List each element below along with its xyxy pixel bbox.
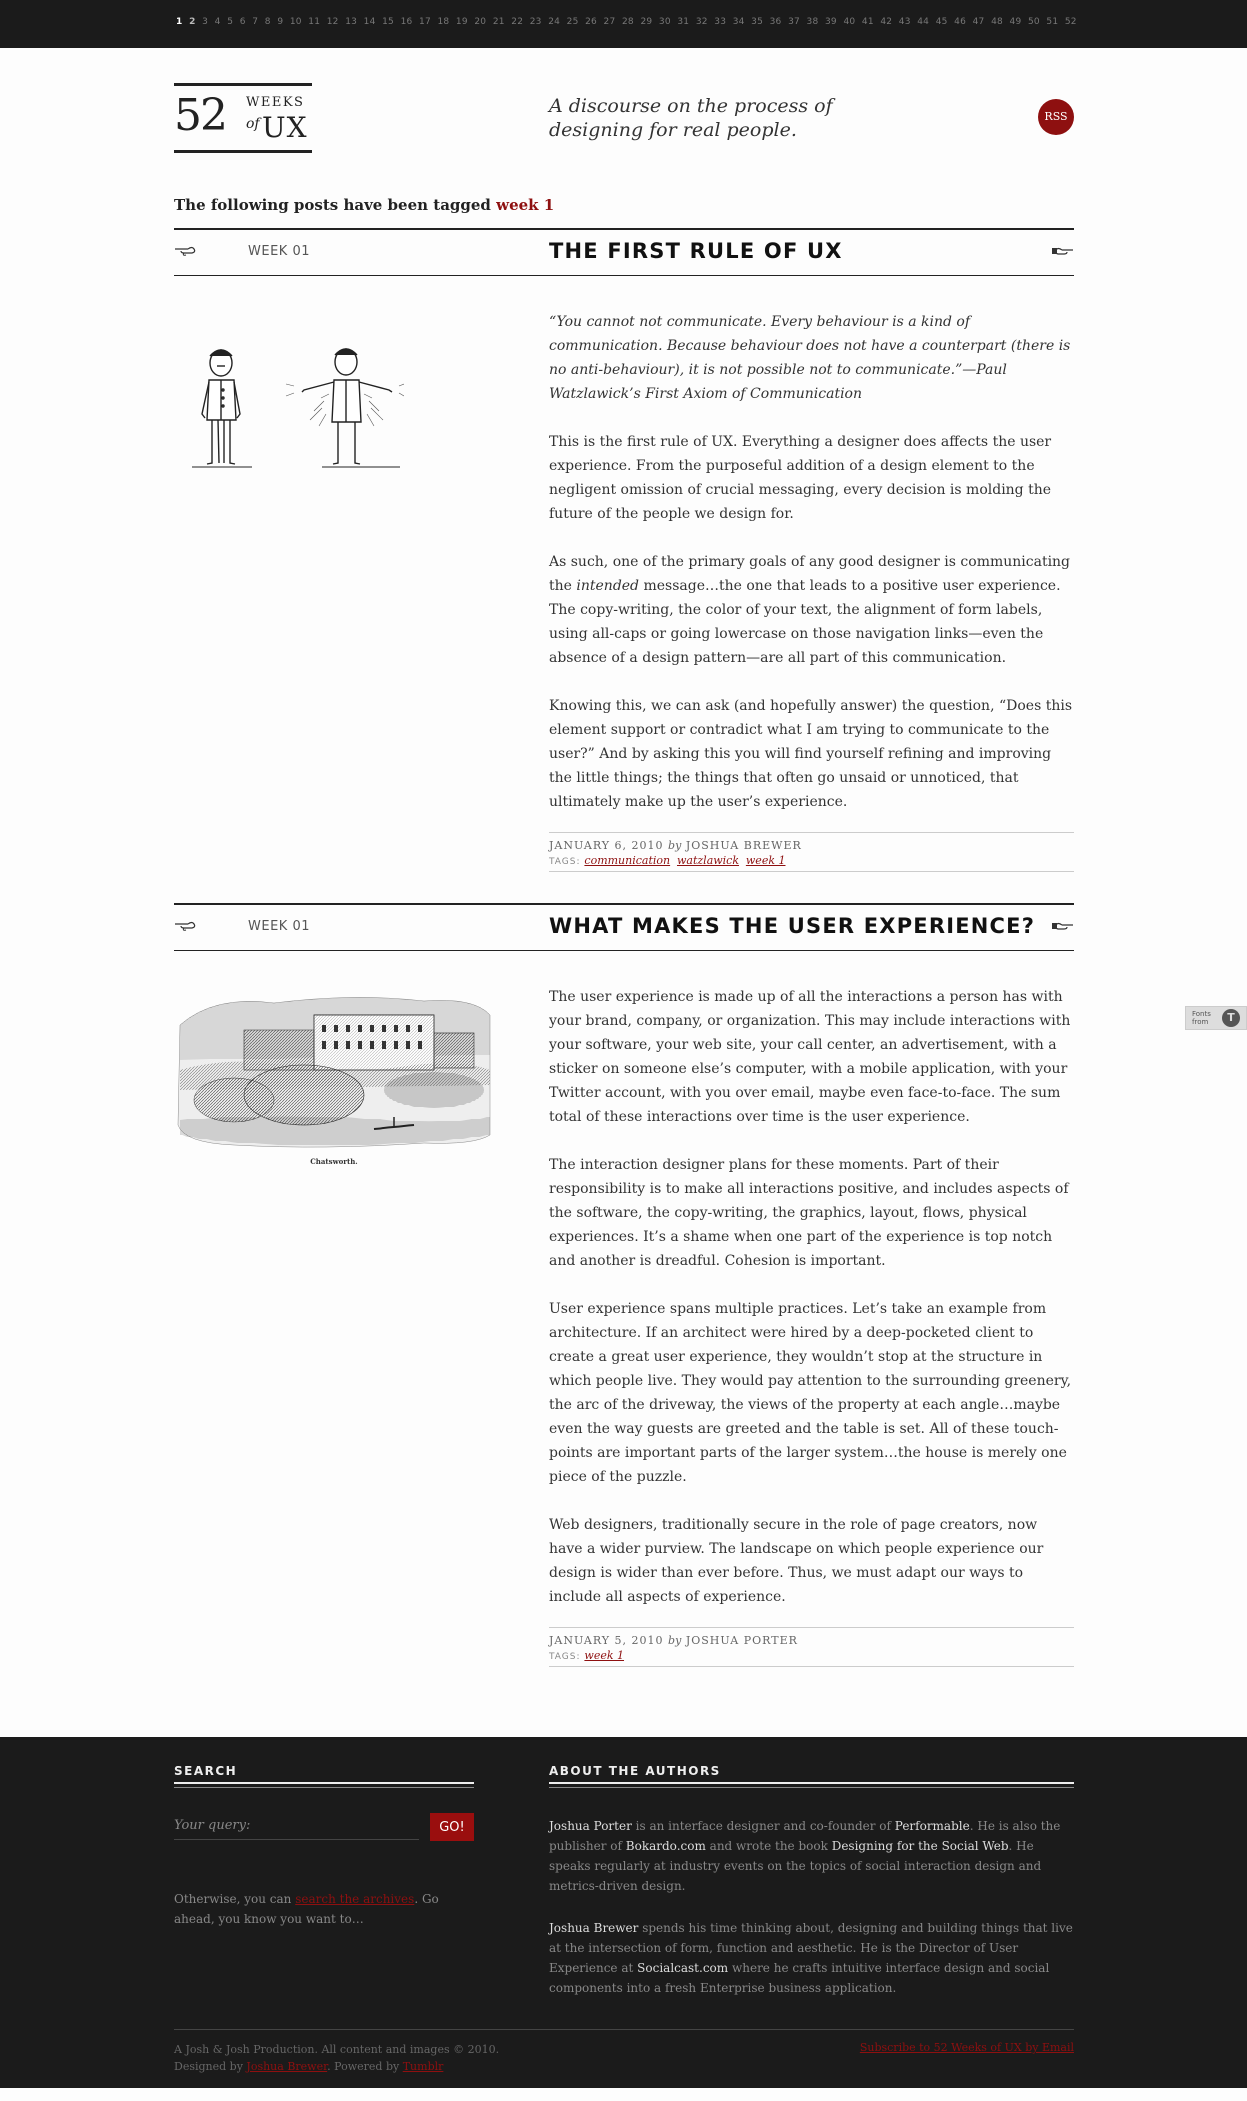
tagline-line-2: designing for real people. — [549, 119, 797, 141]
week-number-link[interactable]: 51 — [1046, 17, 1059, 27]
about-brewer — [549, 1918, 1074, 1998]
week-number-link[interactable]: 29 — [640, 17, 653, 27]
archive-note-suffix: . Go ahead, you know you want to… — [174, 1892, 439, 1926]
post-paragraph: This is the first rule of UX. Everything a designer does affects the user experience. From the purposeful addition of a design element to the negligent omission of crucial messaging, every decision is molding the future of the people we design for. — [549, 434, 1052, 522]
week-number-link[interactable]: 19 — [455, 17, 468, 27]
tag-link[interactable]: communication — [584, 854, 671, 867]
chatsworth-engraving — [174, 985, 494, 1165]
post-header — [174, 903, 1074, 951]
pointing-hand-icon — [174, 918, 198, 932]
week-number-link[interactable]: 3 — [202, 17, 209, 27]
post-date: JANUARY 5, 2010 — [549, 1634, 664, 1647]
week-number-link[interactable]: 15 — [382, 17, 394, 27]
post-week-label: WEEK 01 — [248, 919, 310, 934]
week-number-link[interactable]: 45 — [935, 17, 948, 27]
tagged-tag-link[interactable]: week 1 — [496, 196, 555, 214]
about-porter — [549, 1816, 1074, 1896]
page-container — [174, 48, 1074, 1667]
week-number-link[interactable]: 12 — [326, 17, 339, 27]
post-the-first-rule — [174, 228, 1074, 872]
engraving-image — [174, 985, 494, 1151]
week-number-link[interactable]: 4 — [214, 17, 221, 27]
pointing-hand-icon — [1050, 918, 1074, 932]
tag-link[interactable]: week 1 — [745, 854, 786, 867]
about-text: is an interface designer and co-founder of — [631, 1819, 895, 1833]
week-number-link[interactable]: 13 — [345, 17, 358, 27]
credits-line — [174, 2058, 1074, 2075]
image-caption: Chatsworth. — [310, 1157, 358, 1166]
pointing-hand-icon — [1050, 243, 1074, 257]
week-number-link[interactable]: 20 — [474, 17, 487, 27]
archive-note-prefix: Otherwise, you can — [174, 1892, 292, 1906]
tag-link[interactable]: watzlawick — [676, 854, 740, 867]
fonts-badge[interactable] — [1185, 1006, 1247, 1030]
search-archive-note — [174, 1889, 474, 1929]
rss-button[interactable]: RSS — [1038, 99, 1074, 135]
post-title[interactable]: THE FIRST RULE OF UX — [549, 239, 843, 263]
tag-link[interactable]: week 1 — [584, 1649, 625, 1662]
logo-of: of — [246, 116, 260, 132]
week-number-link[interactable]: 36 — [769, 17, 782, 27]
site-footer — [0, 1737, 1247, 2088]
communication-illustration — [174, 346, 404, 486]
search-heading: SEARCH — [174, 1764, 474, 1784]
week-number-nav — [0, 0, 1247, 48]
typekit-icon: T — [1222, 1009, 1240, 1027]
footer-bottom — [174, 2029, 1074, 2075]
post-paragraph: Knowing this, we can ask (and hopefully answer) the question, “Does this element support or contradict what I am trying to communicate to the user?” And by asking this you will find yourself refining and improving the little things; the things that often go unsaid or unnoticed, that ultimately make up the user’s experience. — [549, 698, 1073, 810]
week-number-link[interactable]: 50 — [1027, 17, 1040, 27]
week-number-link[interactable]: 38 — [806, 17, 819, 27]
post-body — [174, 276, 1074, 872]
week-number-link[interactable]: 27 — [603, 17, 616, 27]
post-content — [549, 310, 1074, 872]
tags-label: TAGS: — [549, 857, 581, 867]
week-number-link[interactable]: 46 — [954, 17, 967, 27]
post-meta — [549, 1627, 1074, 1667]
week-number-link[interactable]: 35 — [751, 17, 764, 27]
week-number-link[interactable]: 6 — [239, 17, 246, 27]
week-number-link[interactable]: 41 — [861, 17, 874, 27]
tagline-line-1: A discourse on the process of — [549, 95, 833, 117]
post-paragraph: User experience spans multiple practices. Let’s take an example from architecture. If an architect were hired by a deep-pocketed client to create a great user experience, they wouldn’t stop at the structure in which people live. They would pay attention to the surrounding greenery, the arc of the driveway, the views of the property at each angle…maybe even the way guests are greeted and the table is set. All of these touch-points are important parts of the larger system…the house is merely one piece of the puzzle. — [549, 1301, 1072, 1485]
week-number-link[interactable]: 24 — [548, 17, 561, 27]
week-number-link[interactable]: 32 — [695, 17, 708, 27]
about-text: spends his time thinking about, designing and building things that live at the intersection of form, function and aesthetic. He is the Director of User Experience at — [549, 1921, 1073, 1975]
about-text: where he crafts intuitive interface design and social components into a fresh Enterprise business application. — [549, 1961, 1050, 1995]
post-tags — [549, 854, 1074, 867]
week-number-link[interactable]: 42 — [880, 17, 893, 27]
post-meta — [549, 832, 1074, 872]
post-paragraph: The interaction designer plans for these moments. Part of their responsibility is to make all interactions positive, and includes aspects of the software, the copy-writing, the graphics, layout, flows, physical experiences. It’s a shame when one part of the experience is top notch and another is dreadful. Cohesion is important. — [549, 1157, 1069, 1269]
week-number-link[interactable]: 2 — [189, 17, 196, 27]
tagged-prefix: The following posts have been tagged — [174, 196, 491, 214]
post-body — [174, 951, 1074, 1667]
week-number-link[interactable]: 23 — [529, 17, 542, 27]
designer-link[interactable]: Joshua Brewer — [246, 2060, 328, 2073]
fonts-badge-line-1: Fonts — [1192, 1010, 1211, 1018]
pointing-hand-icon — [174, 243, 198, 257]
platform-link[interactable]: Tumblr — [402, 2060, 444, 2073]
week-number-link[interactable]: 49 — [1009, 17, 1022, 27]
post-date: JANUARY 6, 2010 — [549, 839, 664, 852]
post-paragraph: The user experience is made up of all the interactions a person has with your brand, company, or organization. This may include interactions with your software, your web site, your call center, an advertisement, with a sticker on someone else’s computer, with a mobile application, with your Twitter account, with you over email, maybe even face-to-face. The sum total of these interactions over time is the user experience. — [549, 989, 1071, 1125]
week-number-link[interactable]: 25 — [566, 17, 579, 27]
about-section — [549, 1764, 1074, 1998]
post-author: JOSHUA PORTER — [685, 1634, 798, 1647]
post-date-line — [549, 1634, 1074, 1647]
powered-by-label: . Powered by — [327, 2060, 400, 2073]
post-title[interactable]: WHAT MAKES THE USER EXPERIENCE? — [549, 914, 1036, 938]
post-paragraph: Web designers, traditionally secure in the role of page creators, now have a wider purview. The landscape on which people experience our design is wider than ever before. Thus, we must adapt our ways to include all aspects of experience. — [549, 1517, 1044, 1605]
week-number-link[interactable]: 48 — [991, 17, 1003, 27]
week-number-link[interactable]: 52 — [1064, 17, 1077, 27]
week-number-link[interactable]: 22 — [511, 17, 524, 27]
post-paragraph: As such, one of the primary goals of any good designer is communicating the intended message…the one that leads to a positive user experience. The copy-writing, the color of your text, the alignment of form labels, using all-caps or going lowercase on those navigation links—even the absence of a design pattern—are all part of this communication. — [549, 554, 1071, 666]
week-number-link[interactable]: 17 — [419, 17, 431, 27]
week-number-link[interactable]: 18 — [437, 17, 450, 27]
author-link[interactable]: Joshua Porter — [549, 1819, 632, 1833]
tags-label: TAGS: — [549, 1652, 581, 1662]
company-link[interactable]: Performable — [894, 1819, 970, 1833]
week-number-link[interactable]: 21 — [492, 17, 505, 27]
post-date-line — [549, 839, 1074, 852]
week-number-link[interactable]: 5 — [227, 17, 234, 27]
week-number-link[interactable]: 34 — [732, 17, 745, 27]
author-link[interactable]: Joshua Brewer — [549, 1921, 639, 1935]
post-what-makes-ux — [174, 903, 1074, 1667]
week-number-link[interactable]: 37 — [788, 17, 800, 27]
search-archives-link[interactable]: search the archives — [295, 1892, 415, 1906]
week-number-link[interactable]: 47 — [972, 17, 985, 27]
post-header — [174, 228, 1074, 276]
week-number-link[interactable]: 40 — [843, 17, 856, 27]
designed-by-label: Designed by — [174, 2060, 243, 2073]
post-week-label: WEEK 01 — [248, 244, 310, 259]
site-link[interactable]: Bokardo.com — [625, 1839, 706, 1853]
post-author: JOSHUA BREWER — [685, 839, 802, 852]
week-number-link[interactable]: 26 — [585, 17, 597, 27]
book-link[interactable]: Designing for the Social Web — [831, 1839, 1009, 1853]
about-heading: ABOUT THE AUTHORS — [549, 1764, 1074, 1784]
search-form — [174, 1812, 474, 1844]
post-paragraph: “You cannot not communicate. Every behaviour is a kind of communication. Because behaviour does not have a counterpart (there is no anti-behaviour), it is not possible not to communicate.”—Paul Watzlawick’s First Axiom of Communication — [549, 314, 1071, 402]
post-by: by — [668, 839, 682, 852]
week-number-link[interactable]: 31 — [677, 17, 690, 27]
site-tagline — [549, 94, 869, 142]
week-number-link[interactable]: 30 — [658, 17, 671, 27]
post-by: by — [668, 1634, 682, 1647]
site-header — [174, 48, 1074, 196]
week-number-link[interactable]: 1 — [176, 17, 183, 27]
email-subscribe-link[interactable]: Subscribe to 52 Weeks of UX by Email — [859, 2041, 1074, 2054]
week-number-link[interactable]: 44 — [917, 17, 930, 27]
logo-weeks: WEEKS — [246, 95, 305, 110]
about-text: . He speaks regularly at industry events on the topics of social interaction design and metrics-driven design. — [549, 1839, 1042, 1893]
week-number-link[interactable]: 7 — [252, 17, 259, 27]
search-go-button[interactable]: GO! — [430, 1813, 474, 1841]
fonts-badge-line-2: from — [1192, 1018, 1209, 1026]
company-link[interactable]: Socialcast.com — [637, 1961, 729, 1975]
logo-number: 52 — [174, 90, 226, 141]
site-logo[interactable] — [174, 83, 312, 153]
about-text: . He is also the publisher of — [549, 1819, 1061, 1853]
logo-ux: UX — [262, 111, 308, 144]
copyright-line: A Josh & Josh Production. All content and images © 2010. — [174, 2043, 500, 2056]
week-number-link[interactable]: 33 — [714, 17, 727, 27]
week-number-link[interactable]: 9 — [277, 17, 284, 27]
week-number-link[interactable]: 16 — [400, 17, 413, 27]
week-number-link[interactable]: 28 — [622, 17, 634, 27]
week-number-link[interactable]: 8 — [264, 17, 271, 27]
search-input[interactable] — [174, 1812, 419, 1840]
about-text: and wrote the book — [705, 1839, 832, 1853]
week-number-link[interactable]: 14 — [363, 17, 376, 27]
week-number-link[interactable]: 10 — [289, 17, 302, 27]
post-tags — [549, 1649, 1074, 1662]
week-number-link[interactable]: 39 — [824, 17, 837, 27]
week-number-link[interactable]: 43 — [898, 17, 911, 27]
post-content — [549, 985, 1074, 1667]
tagged-heading — [174, 196, 1074, 214]
search-section — [174, 1764, 474, 1929]
week-number-link[interactable]: 11 — [308, 17, 321, 27]
